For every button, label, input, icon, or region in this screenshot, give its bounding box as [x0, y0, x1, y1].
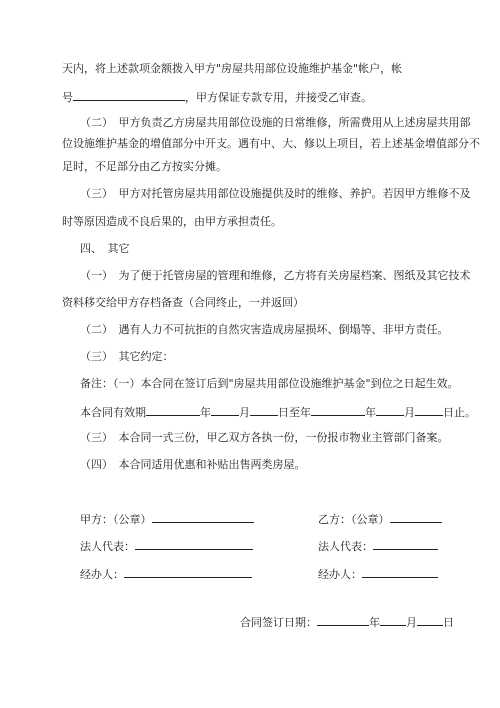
legal-rep-b	[318, 538, 438, 554]
text: （三） 其它约定：	[80, 350, 174, 363]
legal-rep-a-blank	[135, 538, 253, 550]
legal-rep-a-label: 法人代表：	[80, 540, 135, 553]
handler-a	[80, 566, 252, 582]
text: 备注：（一）本合同在签订后到"房屋共用部位设施维护基金"到位之日起生效。	[80, 377, 459, 390]
handler-b-label: 经办人：	[318, 568, 362, 581]
text: 天内，将上述款项金额拨入甲方"房屋共用部位设施维护基金"帐户，帐	[62, 62, 403, 75]
text: 月	[404, 406, 415, 419]
text: 月	[406, 616, 417, 629]
start-month-blank	[211, 404, 239, 416]
party-a-label: 甲方：（公章）	[80, 513, 152, 526]
account-number-blank	[73, 89, 185, 101]
text: （三） 本合同一式三份，甲乙双方各执一份，一份报市物业主管部门备案。	[80, 431, 449, 444]
text: 年	[365, 406, 376, 419]
text: （三） 甲方对托管房屋共用部位设施提供及时的维修、养护。若因甲方维修不及	[80, 187, 471, 200]
party-b-seal	[318, 511, 442, 527]
text: 资料移交给甲方存档备查（合同终止，一并返回）	[62, 296, 304, 309]
heading: 四、 其它	[80, 242, 130, 255]
legal-rep-b-label: 法人代表：	[318, 540, 373, 553]
text: （一） 为了便于托管房屋的管理和维修，乙方将有关房屋档案、图纸及其它技术	[80, 269, 471, 282]
account-label: 号	[62, 91, 73, 104]
text: ，甲方保证专款专用，并接受乙审查。	[185, 91, 372, 104]
text: 日止。	[443, 406, 476, 419]
paragraph-2-line-3	[0, 160, 500, 174]
paragraph-3-line-2	[0, 215, 500, 229]
text: 位设施维护基金的增值部分中开支。遇有中、大、修以上项目，若上述基金增值部分不	[62, 137, 480, 150]
paragraph-1-line-1	[0, 62, 500, 76]
start-year-blank	[146, 404, 200, 416]
legal-rep-b-blank	[373, 538, 438, 550]
handler-a-blank	[124, 566, 252, 578]
handler-a-label: 经办人：	[80, 568, 124, 581]
text: 日至年	[278, 406, 311, 419]
other-1-line-1	[0, 269, 500, 283]
date-month-blank	[380, 614, 406, 626]
text: 足时，不足部分由乙方按实分摊。	[62, 160, 227, 173]
signing-date-label: 合同签订日期：	[240, 616, 317, 629]
other-3	[0, 350, 500, 364]
other-2	[0, 323, 500, 337]
section-4-heading	[0, 242, 500, 256]
handler-b-blank	[362, 566, 438, 578]
text: （二） 遇有人力不可抗拒的自然灾害造成房屋损坏、倒塌等、非甲方责任。	[80, 323, 449, 336]
end-day-blank	[415, 404, 443, 416]
paragraph-1-line-2	[0, 89, 500, 105]
paragraph-2-line-2	[0, 137, 500, 151]
party-a-blank	[152, 511, 254, 523]
text: 年	[369, 616, 380, 629]
end-year-blank	[311, 404, 365, 416]
text: （四） 本合同适用优惠和补贴出售两类房屋。	[80, 458, 306, 471]
party-b-blank	[390, 511, 442, 523]
text: 月	[239, 406, 250, 419]
text: 时等原因造成不良后果的，由甲方承担责任。	[62, 215, 282, 228]
paragraph-3-line-1	[0, 187, 500, 201]
party-b-label: 乙方：（公章）	[318, 513, 390, 526]
paragraph-2-line-1	[0, 116, 500, 130]
other-1-line-2	[0, 296, 500, 310]
start-day-blank	[250, 404, 278, 416]
text: （二） 甲方负责乙方房屋共用部位设施的日常维修，所需费用从上述房屋共用部	[80, 116, 471, 129]
party-a-seal	[80, 511, 254, 527]
date-year-blank	[317, 614, 369, 626]
handler-b	[318, 566, 438, 582]
end-month-blank	[376, 404, 404, 416]
text: 年	[200, 406, 211, 419]
date-day-blank	[417, 614, 443, 626]
text: 日	[443, 616, 454, 629]
note	[0, 377, 500, 391]
applies	[0, 458, 500, 472]
legal-rep-a	[80, 538, 253, 554]
validity-label: 本合同有效期	[80, 406, 146, 419]
validity-line	[0, 404, 500, 420]
copies	[0, 431, 500, 445]
signing-date	[240, 614, 454, 630]
